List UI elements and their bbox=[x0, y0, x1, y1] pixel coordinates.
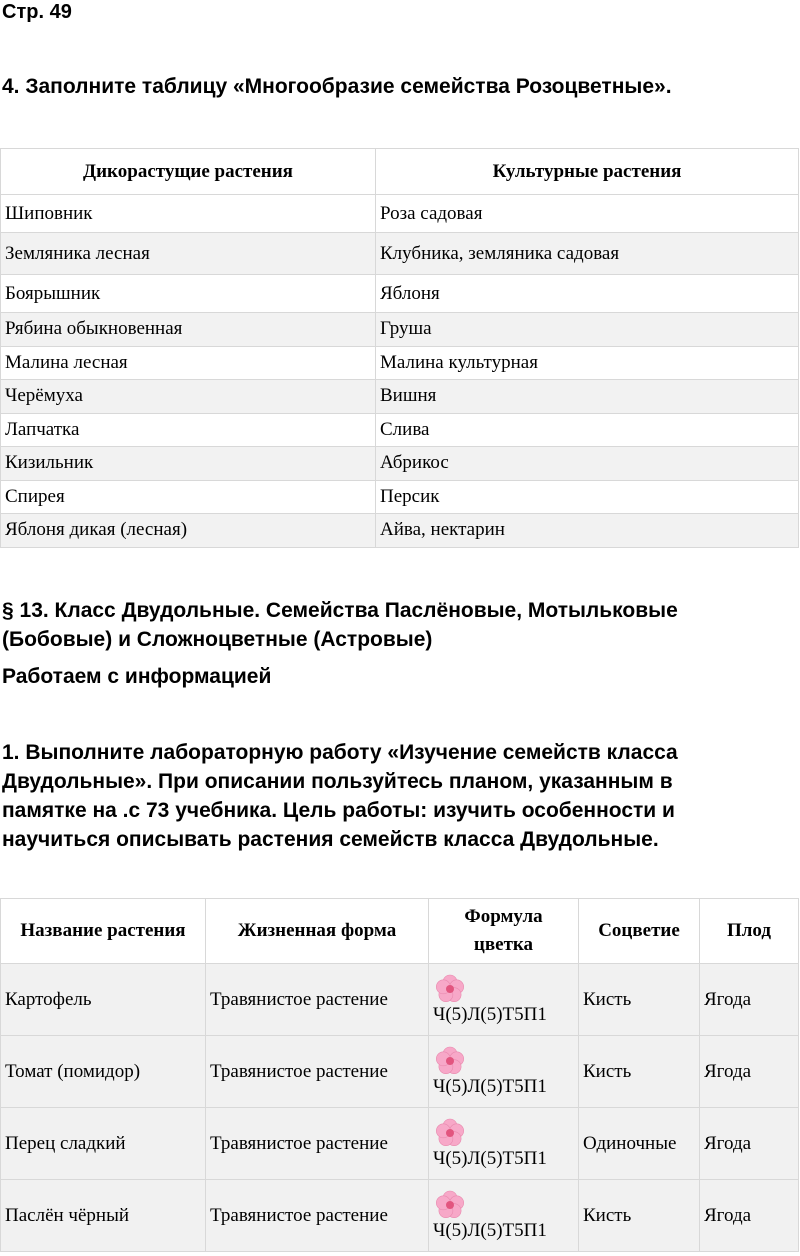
table-row bbox=[1, 313, 799, 347]
wild-plant-cell: Кизильник bbox=[1, 447, 376, 481]
flower-icon bbox=[435, 974, 465, 1004]
fruit-cell: Ягода bbox=[700, 1180, 799, 1252]
col-header-formula: Формула цветка bbox=[429, 899, 579, 964]
fruit-cell: Ягода bbox=[700, 1108, 799, 1180]
dicot-lab-table bbox=[0, 898, 799, 1252]
wild-plant-cell: Земляника лесная bbox=[1, 233, 376, 275]
flower-formula: Ч(5)Л(5)Т5П1 bbox=[433, 1075, 547, 1097]
cultivated-plant-cell: Персик bbox=[376, 480, 799, 514]
table-row bbox=[1, 275, 799, 313]
inflorescence-cell: Кисть bbox=[579, 964, 700, 1036]
rosaceae-table bbox=[0, 148, 799, 548]
task1-line: Двудольные». При описании пользуйтесь планом, указанным в bbox=[2, 770, 673, 793]
flower-formula-cell bbox=[429, 1180, 579, 1252]
plant-name-cell: Паслён чёрный bbox=[1, 1180, 206, 1252]
inflorescence-cell: Одиночные bbox=[579, 1108, 700, 1180]
table-row bbox=[1, 1180, 799, 1252]
wild-plant-cell: Яблоня дикая (лесная) bbox=[1, 514, 376, 548]
table-row bbox=[1, 233, 799, 275]
plant-name-cell: Томат (помидор) bbox=[1, 1036, 206, 1108]
col-header-cultivated: Культурные растения bbox=[376, 149, 799, 195]
page-label: Стр. 49 bbox=[2, 1, 72, 23]
fruit-cell: Ягода bbox=[700, 964, 799, 1036]
flower-icon bbox=[435, 1118, 465, 1148]
subheading: Работаем с информацией bbox=[2, 665, 272, 688]
task1-line: памятке на .с 73 учебника. Цель работы: изучить особенности и bbox=[2, 799, 675, 822]
task1-line: научиться описывать растения семейств класса Двудольные. bbox=[2, 828, 659, 851]
col-header-fruit: Плод bbox=[700, 899, 799, 964]
wild-plant-cell: Рябина обыкновенная bbox=[1, 313, 376, 347]
cultivated-plant-cell: Малина культурная bbox=[376, 346, 799, 380]
section-heading-line2: (Бобовые) и Сложноцветные (Астровые) bbox=[2, 628, 433, 651]
cultivated-plant-cell: Абрикос bbox=[376, 447, 799, 481]
table-row bbox=[1, 964, 799, 1036]
table-row bbox=[1, 380, 799, 414]
table-row bbox=[1, 346, 799, 380]
table-row bbox=[1, 514, 799, 548]
plant-name-cell: Перец сладкий bbox=[1, 1108, 206, 1180]
col-header-wild: Дикорастущие растения bbox=[1, 149, 376, 195]
col-header-inflorescence: Соцветие bbox=[579, 899, 700, 964]
life-form-cell: Травянистое растение bbox=[206, 1108, 429, 1180]
task1-text bbox=[2, 738, 792, 854]
life-form-cell: Травянистое растение bbox=[206, 964, 429, 1036]
cultivated-plant-cell: Груша bbox=[376, 313, 799, 347]
col-header-life-form: Жизненная форма bbox=[206, 899, 429, 964]
flower-formula-cell bbox=[429, 1108, 579, 1180]
flower-formula: Ч(5)Л(5)Т5П1 bbox=[433, 1147, 547, 1169]
flower-formula: Ч(5)Л(5)Т5П1 bbox=[433, 1003, 547, 1025]
flower-formula-cell bbox=[429, 964, 579, 1036]
table-row bbox=[1, 447, 799, 481]
fruit-cell: Ягода bbox=[700, 1036, 799, 1108]
wild-plant-cell: Малина лесная bbox=[1, 346, 376, 380]
wild-plant-cell: Лапчатка bbox=[1, 413, 376, 447]
table-row bbox=[1, 1108, 799, 1180]
section-heading bbox=[2, 596, 792, 654]
cultivated-plant-cell: Роза садовая bbox=[376, 195, 799, 233]
task4-heading: 4. Заполните таблицу «Многообразие семейства Розоцветные». bbox=[2, 75, 672, 98]
flower-formula: Ч(5)Л(5)Т5П1 bbox=[433, 1219, 547, 1241]
table-row bbox=[1, 1036, 799, 1108]
plant-name-cell: Картофель bbox=[1, 964, 206, 1036]
wild-plant-cell: Шиповник bbox=[1, 195, 376, 233]
life-form-cell: Травянистое растение bbox=[206, 1180, 429, 1252]
life-form-cell: Травянистое растение bbox=[206, 1036, 429, 1108]
cultivated-plant-cell: Клубника, земляника садовая bbox=[376, 233, 799, 275]
inflorescence-cell: Кисть bbox=[579, 1180, 700, 1252]
cultivated-plant-cell: Вишня bbox=[376, 380, 799, 414]
section-heading-line1: § 13. Класс Двудольные. Семейства Паслёновые, Мотыльковые bbox=[2, 599, 678, 622]
flower-icon bbox=[435, 1046, 465, 1076]
col-header-plant: Название растения bbox=[1, 899, 206, 964]
flower-icon bbox=[435, 1190, 465, 1220]
table-row bbox=[1, 195, 799, 233]
cultivated-plant-cell: Яблоня bbox=[376, 275, 799, 313]
flower-formula-cell bbox=[429, 1036, 579, 1108]
table-row bbox=[1, 480, 799, 514]
inflorescence-cell: Кисть bbox=[579, 1036, 700, 1108]
task1-line: 1. Выполните лабораторную работу «Изучение семейств класса bbox=[2, 741, 678, 764]
cultivated-plant-cell: Айва, нектарин bbox=[376, 514, 799, 548]
wild-plant-cell: Боярышник bbox=[1, 275, 376, 313]
table-row bbox=[1, 413, 799, 447]
wild-plant-cell: Спирея bbox=[1, 480, 376, 514]
wild-plant-cell: Черёмуха bbox=[1, 380, 376, 414]
cultivated-plant-cell: Слива bbox=[376, 413, 799, 447]
